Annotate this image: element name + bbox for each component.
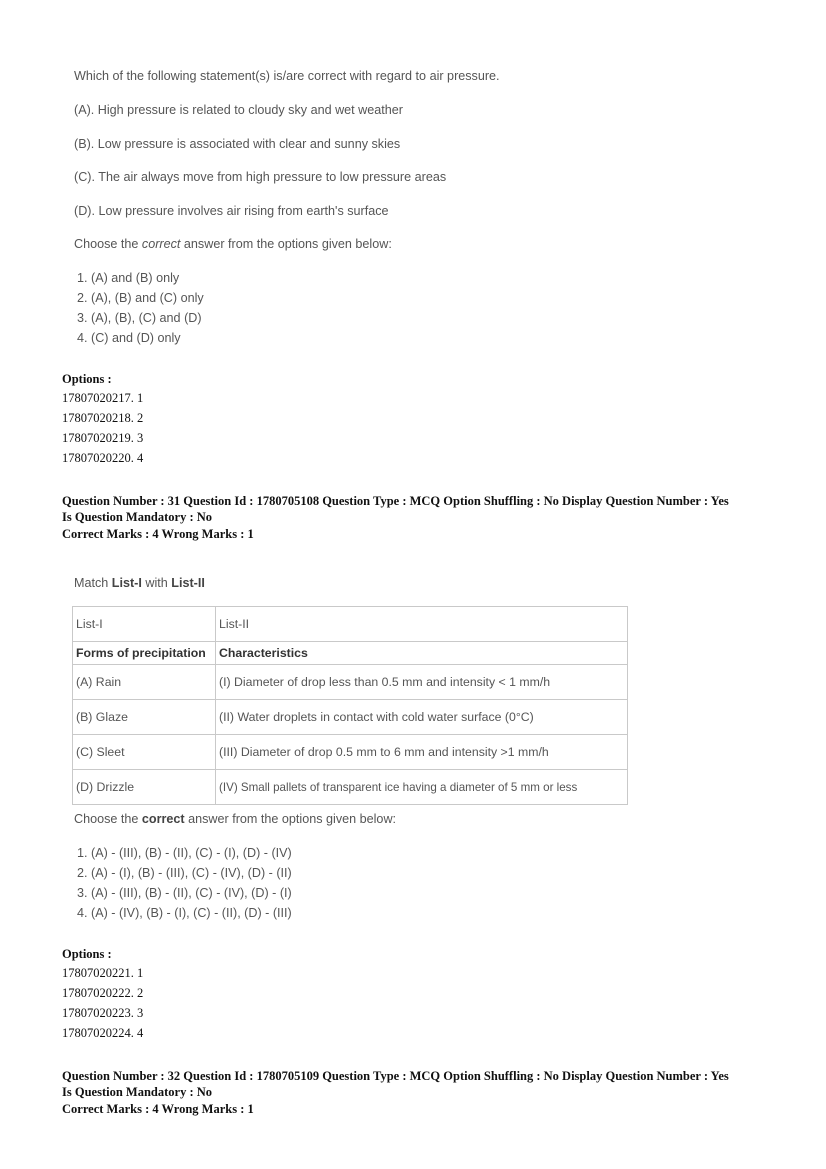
q30-stem: Which of the following statement(s) is/are correct with regard to air pressure. xyxy=(74,69,500,83)
q31-meta-line2: Is Question Mandatory : No xyxy=(62,510,213,524)
q30-statement-c: (C). The air always move from high pressure to low pressure areas xyxy=(74,170,447,184)
table-head-row xyxy=(73,607,628,642)
q31-option-2: 17807020222. 2 xyxy=(62,986,144,1000)
table-sub-row xyxy=(73,642,628,665)
q31-instruction-em: correct xyxy=(141,812,185,826)
table-row xyxy=(73,700,628,735)
q30-choice-3: 3. (A), (B), (C) and (D) xyxy=(77,311,202,325)
table-cell-form: (C) Sleet xyxy=(73,735,216,770)
table-cell-characteristic: (I) Diameter of drop less than 0.5 mm and intensity < 1 mm/h xyxy=(216,665,628,700)
q30-instruction xyxy=(74,237,392,251)
table-sub-list1: Forms of precipitation xyxy=(73,642,216,665)
table-cell-characteristic: (II) Water droplets in contact with cold water surface (0°C) xyxy=(216,700,628,735)
q31-option-1: 17807020221. 1 xyxy=(62,966,144,980)
q31-match-table xyxy=(72,606,628,805)
q30-instruction-post: answer from the options given below: xyxy=(180,237,392,251)
q31-options-label: Options : xyxy=(62,947,112,961)
table-row xyxy=(73,665,628,700)
table-cell-form: (B) Glaze xyxy=(73,700,216,735)
q31-instruction xyxy=(74,812,396,826)
table-cell-characteristic: (III) Diameter of drop 0.5 mm to 6 mm and intensity >1 mm/h xyxy=(216,735,628,770)
q31-match-list1: List-I xyxy=(111,576,142,590)
q30-statement-d: (D). Low pressure involves air rising from earth's surface xyxy=(74,204,389,218)
q31-instruction-post: answer from the options given below: xyxy=(184,812,397,826)
q32-meta-line3: Correct Marks : 4 Wrong Marks : 1 xyxy=(62,1102,254,1116)
table-row xyxy=(73,735,628,770)
q30-option-4: 17807020220. 4 xyxy=(62,451,144,465)
q31-match-mid: with xyxy=(141,576,172,590)
q31-option-4: 17807020224. 4 xyxy=(62,1026,144,1040)
table-cell-characteristic: (IV) Small pallets of transparent ice having a diameter of 5 mm or less xyxy=(216,770,628,805)
q30-choice-4: 4. (C) and (D) only xyxy=(77,331,181,345)
q30-instruction-pre: Choose the xyxy=(74,237,142,251)
q31-choice-4: 4. (A) - (IV), (B) - (I), (C) - (II), (D) - (III) xyxy=(77,906,292,920)
q31-match-instruction xyxy=(74,576,205,590)
q31-meta-line1: Question Number : 31 Question Id : 1780705108 Question Type : MCQ Option Shuffling : No Display Question Number : Yes xyxy=(62,494,729,508)
q31-meta-line3: Correct Marks : 4 Wrong Marks : 1 xyxy=(62,527,254,541)
q30-instruction-em: correct xyxy=(141,237,181,251)
table-cell-form: (D) Drizzle xyxy=(73,770,216,805)
q31-match-pre: Match xyxy=(74,576,112,590)
table-row xyxy=(73,770,628,805)
q30-choice-1: 1. (A) and (B) only xyxy=(77,271,180,285)
q31-choice-2: 2. (A) - (I), (B) - (III), (C) - (IV), (D) - (II) xyxy=(77,866,292,880)
q31-match-list2: List-II xyxy=(171,576,205,590)
q30-option-1: 17807020217. 1 xyxy=(62,391,144,405)
q30-option-2: 17807020218. 2 xyxy=(62,411,144,425)
q31-option-3: 17807020223. 3 xyxy=(62,1006,144,1020)
q32-meta-line1: Question Number : 32 Question Id : 1780705109 Question Type : MCQ Option Shuffling : No Display Question Number : Yes xyxy=(62,1069,729,1083)
q31-choice-1: 1. (A) - (III), (B) - (II), (C) - (I), (D) - (IV) xyxy=(77,846,292,860)
q30-statement-a: (A). High pressure is related to cloudy sky and wet weather xyxy=(74,103,403,117)
q32-meta-line2: Is Question Mandatory : No xyxy=(62,1085,213,1099)
q31-choice-3: 3. (A) - (III), (B) - (II), (C) - (IV), (D) - (I) xyxy=(77,886,292,900)
table-head-list1: List-I xyxy=(73,607,216,642)
q30-statement-b: (B). Low pressure is associated with clear and sunny skies xyxy=(74,137,401,151)
table-sub-list2: Characteristics xyxy=(216,642,628,665)
q30-options-label: Options : xyxy=(62,372,112,386)
table-cell-form: (A) Rain xyxy=(73,665,216,700)
table-head-list2: List-II xyxy=(216,607,628,642)
q30-option-3: 17807020219. 3 xyxy=(62,431,144,445)
q30-choice-2: 2. (A), (B) and (C) only xyxy=(77,291,204,305)
q31-instruction-pre: Choose the xyxy=(74,812,142,826)
